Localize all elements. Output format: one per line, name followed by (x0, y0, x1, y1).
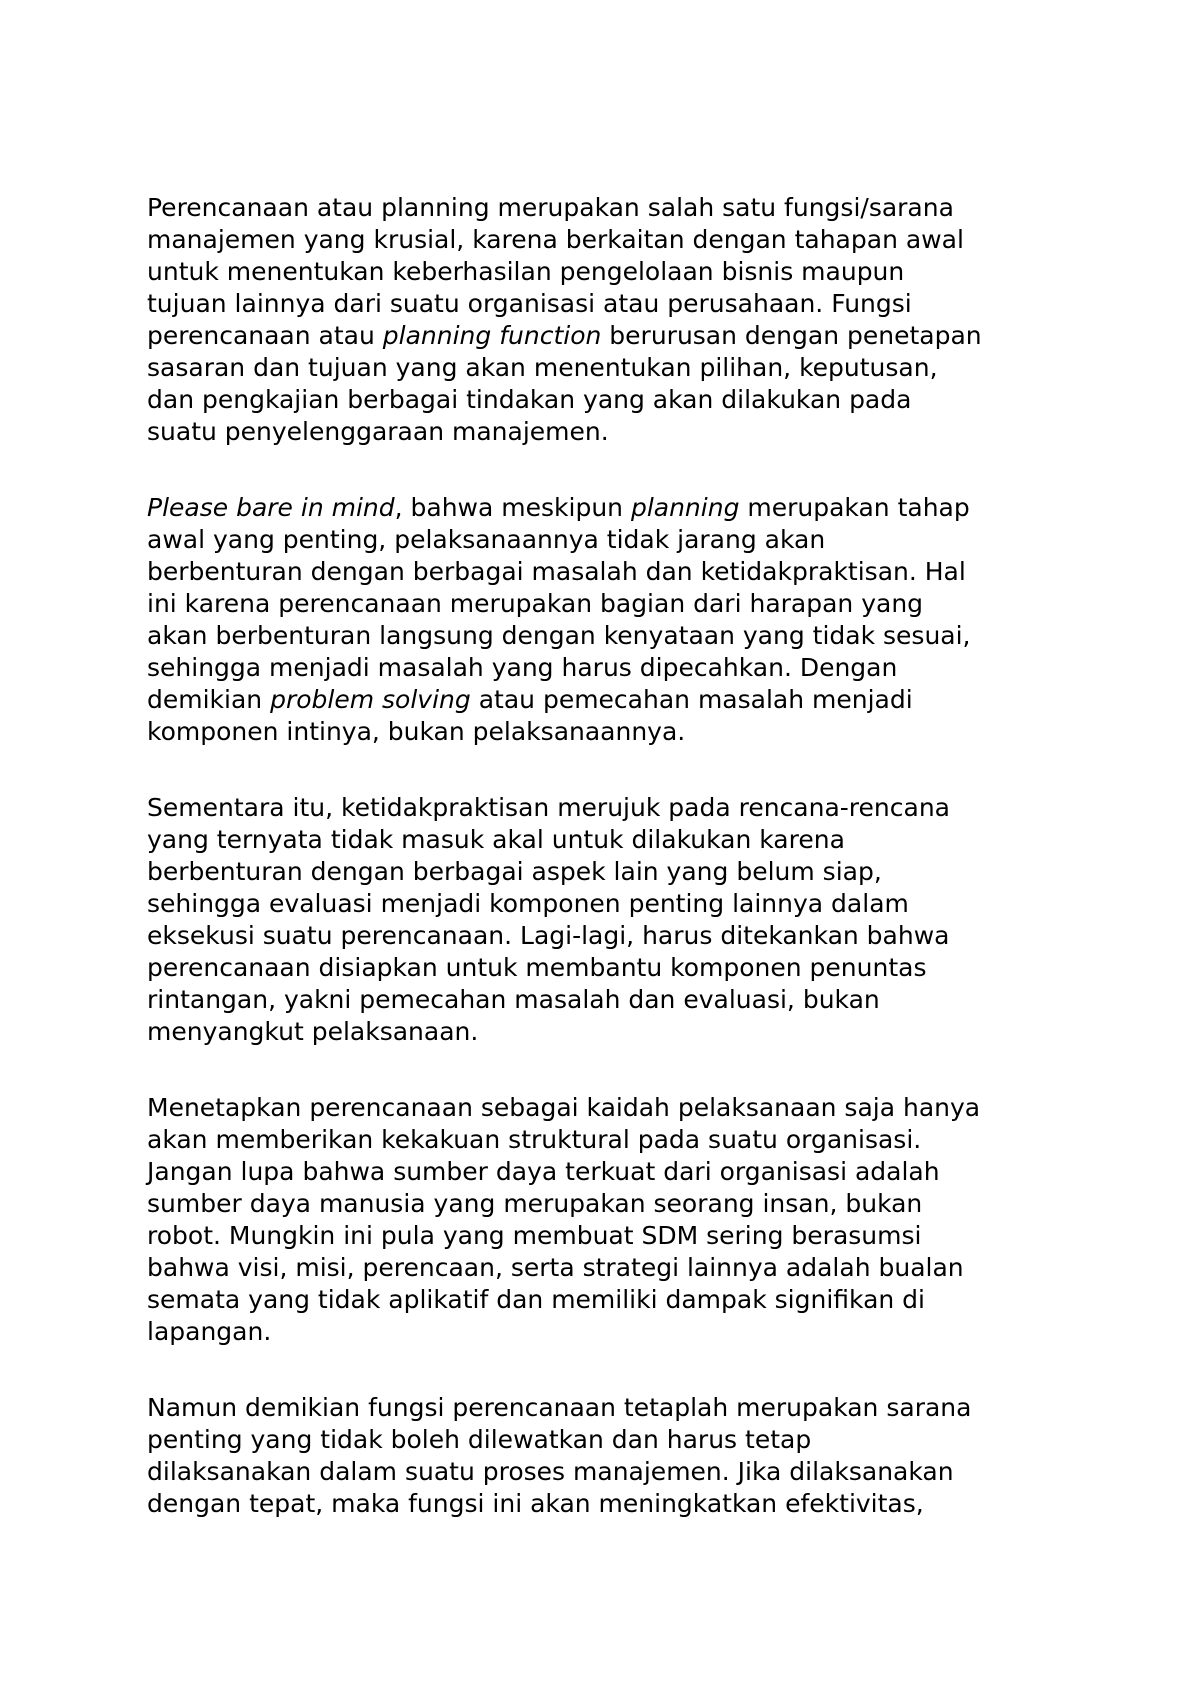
text-segment: berurusan dengan penetapan (601, 321, 982, 350)
text-line (147, 1188, 1077, 1220)
text-segment: perencanaan disiapkan untuk membantu komponen penuntas (147, 953, 927, 982)
text-segment: akan berbenturan langsung dengan kenyataan yang tidak sesuai, (147, 621, 971, 650)
text-line (147, 888, 1077, 920)
text-segment: sumber daya manusia yang merupakan seorang insan, bukan (147, 1189, 923, 1218)
text-line (147, 224, 1077, 256)
text-line (147, 1316, 1077, 1348)
text-segment: rintangan, yakni pemecahan masalah dan evaluasi, bukan (147, 985, 880, 1014)
text-line (147, 620, 1077, 652)
text-line (147, 684, 1077, 716)
italic-text-segment: Please bare in mind (147, 493, 395, 522)
text-line (147, 952, 1077, 984)
text-line (147, 416, 1077, 448)
text-segment: dan pengkajian berbagai tindakan yang akan dilakukan pada (147, 385, 912, 414)
text-line (147, 1252, 1077, 1284)
text-line (147, 524, 1077, 556)
paragraph-2 (147, 492, 1077, 748)
text-segment: suatu penyelenggaraan manajemen. (147, 417, 609, 446)
text-segment: lapangan. (147, 1317, 272, 1346)
text-line (147, 1124, 1077, 1156)
text-line (147, 1156, 1077, 1188)
paragraph-3 (147, 792, 1077, 1048)
text-segment: sehingga evaluasi menjadi komponen penting lainnya dalam (147, 889, 909, 918)
text-segment: Menetapkan perencanaan sebagai kaidah pelaksanaan saja hanya (147, 1093, 981, 1122)
text-line (147, 1092, 1077, 1124)
text-line (147, 320, 1077, 352)
text-segment: eksekusi suatu perencanaan. Lagi-lagi, harus ditekankan bahwa (147, 921, 950, 950)
italic-text-segment: problem solving (270, 685, 471, 714)
text-segment: tujuan lainnya dari suatu organisasi atau perusahaan. Fungsi (147, 289, 912, 318)
text-segment: Sementara itu, ketidakpraktisan merujuk pada rencana-rencana (147, 793, 950, 822)
text-segment: akan memberikan kekakuan struktural pada suatu organisasi. (147, 1125, 922, 1154)
paragraph-1 (147, 192, 1077, 448)
text-segment: bahwa visi, misi, perencaan, serta strategi lainnya adalah bualan (147, 1253, 964, 1282)
text-line (147, 1392, 1077, 1424)
text-segment: demikian (147, 685, 271, 714)
text-line (147, 192, 1077, 224)
text-segment: perencanaan atau (147, 321, 383, 350)
text-line (147, 856, 1077, 888)
text-line (147, 652, 1077, 684)
text-line (147, 384, 1077, 416)
text-line (147, 352, 1077, 384)
text-line (147, 716, 1077, 748)
text-line (147, 1284, 1077, 1316)
text-segment: Namun demikian fungsi perencanaan tetaplah merupakan sarana (147, 1393, 972, 1422)
text-segment: menyangkut pelaksanaan. (147, 1017, 479, 1046)
text-line (147, 588, 1077, 620)
text-line (147, 920, 1077, 952)
text-line (147, 1016, 1077, 1048)
text-segment: Jangan lupa bahwa sumber daya terkuat dari organisasi adalah (147, 1157, 940, 1186)
text-line (147, 492, 1077, 524)
text-line (147, 556, 1077, 588)
paragraph-5 (147, 1392, 1077, 1520)
text-line (147, 256, 1077, 288)
text-line (147, 1488, 1077, 1520)
text-segment: Perencanaan atau planning merupakan salah satu fungsi/sarana (147, 193, 954, 222)
text-segment: sasaran dan tujuan yang akan menentukan pilihan, keputusan, (147, 353, 938, 382)
text-segment: robot. Mungkin ini pula yang membuat SDM sering berasumsi (147, 1221, 922, 1250)
italic-text-segment: planning (630, 493, 740, 522)
text-line (147, 1220, 1077, 1252)
text-segment: untuk menentukan keberhasilan pengelolaan bisnis maupun (147, 257, 905, 286)
text-segment: atau pemecahan masalah menjadi (470, 685, 913, 714)
document-body (147, 192, 1077, 1564)
text-segment: merupakan tahap (739, 493, 970, 522)
text-segment: ini karena perencanaan merupakan bagian dari harapan yang (147, 589, 924, 618)
text-segment: dilaksanakan dalam suatu proses manajemen. Jika dilaksanakan (147, 1457, 954, 1486)
text-segment: yang ternyata tidak masuk akal untuk dilakukan karena (147, 825, 845, 854)
text-segment: berbenturan dengan berbagai masalah dan ketidakpraktisan. Hal (147, 557, 966, 586)
text-segment: penting yang tidak boleh dilewatkan dan harus tetap (147, 1425, 812, 1454)
text-line (147, 288, 1077, 320)
italic-text-segment: planning function (382, 321, 602, 350)
text-segment: berbenturan dengan berbagai aspek lain yang belum siap, (147, 857, 882, 886)
text-segment: semata yang tidak aplikatif dan memiliki dampak signifikan di (147, 1285, 925, 1314)
text-line (147, 1456, 1077, 1488)
text-segment: komponen intinya, bukan pelaksanaannya. (147, 717, 686, 746)
text-line (147, 1424, 1077, 1456)
text-segment: dengan tepat, maka fungsi ini akan meningkatkan efektivitas, (147, 1489, 924, 1518)
paragraph-4 (147, 1092, 1077, 1348)
text-line (147, 984, 1077, 1016)
text-segment: awal yang penting, pelaksanaannya tidak jarang akan (147, 525, 826, 554)
text-segment: sehingga menjadi masalah yang harus dipecahkan. Dengan (147, 653, 898, 682)
text-segment: , bahwa meskipun (394, 493, 631, 522)
text-segment: manajemen yang krusial, karena berkaitan dengan tahapan awal (147, 225, 964, 254)
text-line (147, 792, 1077, 824)
text-line (147, 824, 1077, 856)
